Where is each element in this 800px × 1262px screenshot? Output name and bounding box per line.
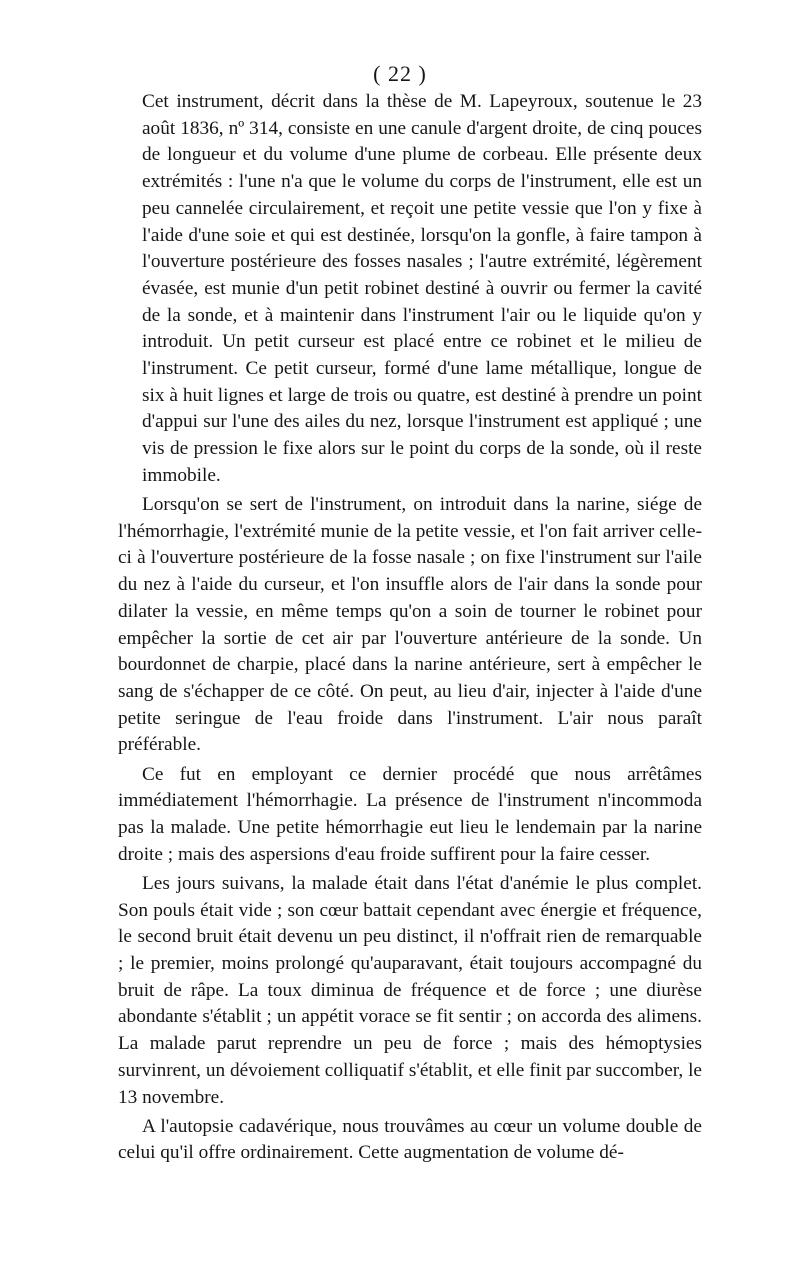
paragraph-autopsy: A l'autopsie cadavérique, nous trouvâmes au cœur un volume double de celui qu'il offre ordinairement. Cette augmentation de volume dé- xyxy=(118,1115,702,1164)
paragraph-following-days: Les jours suivans, la malade était dans l'état d'anémie le plus complet. Son pouls était vide ; son cœur battait cependant avec énergie et fréquence, le second bruit était devenu un peu distinct, il n'offrait rien de remarquable ; le premier, moins prolongé qu'auparavant, était toujours accompagné du bruit de râpe. La toux diminua de fréquence et de force ; une diurèse abondante s'établit ; un appétit vorace se fit sentir ; on accorda des alimens. La malade parut reprendre un peu de force ; mais des hémoptysies survinrent, un dévoiement colliquatif s'établit, et elle finit par succomber, le 13 novembre. xyxy=(118,872,702,1108)
paragraph-instrument-description: Cet instrument, décrit dans la thèse de M. Lapeyroux, soutenue le 23 août 1836, nº 314, consiste en une canule d'argent droite, de cinq pouces de longueur et du volume d'une plume de corbeau. Elle présente deux extrémités : l'une n'a que le volume du corps de l'instrument, elle est un peu cannelée circulairement, et reçoit une petite vessie que l'on y fixe à l'aide d'une soie et qui est destinée, lorsqu'on la gonfle, à faire tampon à l'ouverture postérieure des fosses nasales ; l'autre extrémité, légèrement évasée, est munie d'un petit robinet destiné à ouvrir ou fermer la cavité de la sonde, et à maintenir dans l'instrument l'air ou le liquide qu'on y introduit. Un petit curseur est placé entre ce robinet et le milieu de l'instrument. Ce petit curseur, formé d'une lame métallique, longue de six à huit lignes et large de trois ou quatre, est destiné à prendre un point d'appui sur l'une des ailes du nez, lorsque l'instrument est appliqué ; une vis de pression le fixe alors sur le point du corps de la sonde, où il reste immobile. xyxy=(142,91,702,486)
body-text xyxy=(118,89,702,1167)
page-number: ( 22 ) xyxy=(373,61,427,86)
paragraph-hemorrhage-stopped: Ce fut en employant ce dernier procédé que nous arrêtâmes immédiatement l'hémorrhagie. La présence de l'instrument n'incommoda pas la malade. Une petite hémorrhagie eut lieu le lendemain par la narine droite ; mais des aspersions d'eau froide suffirent pour la faire cesser. xyxy=(118,763,702,865)
paragraph-instrument-usage: Lorsqu'on se sert de l'instrument, on introduit dans la narine, siége de l'hémorrhagie, l'extrémité munie de la petite vessie, et l'on fait arriver celle-ci à l'ouverture postérieure de la fosse nasale ; on fixe l'instrument sur l'aile du nez à l'aide du curseur, et l'on insuffle alors de l'air dans la sonde pour dilater la vessie, en même temps qu'on a soin de tourner le robinet pour empêcher la sortie de cet air par l'ouverture antérieure de la sonde. Un bourdonnet de charpie, placé dans la narine antérieure, sert à empêcher le sang de s'échapper de ce côté. On peut, au lieu d'air, injecter à l'aide d'une petite seringue de l'eau froide dans l'instrument. L'air nous paraît préférable. xyxy=(118,494,702,756)
